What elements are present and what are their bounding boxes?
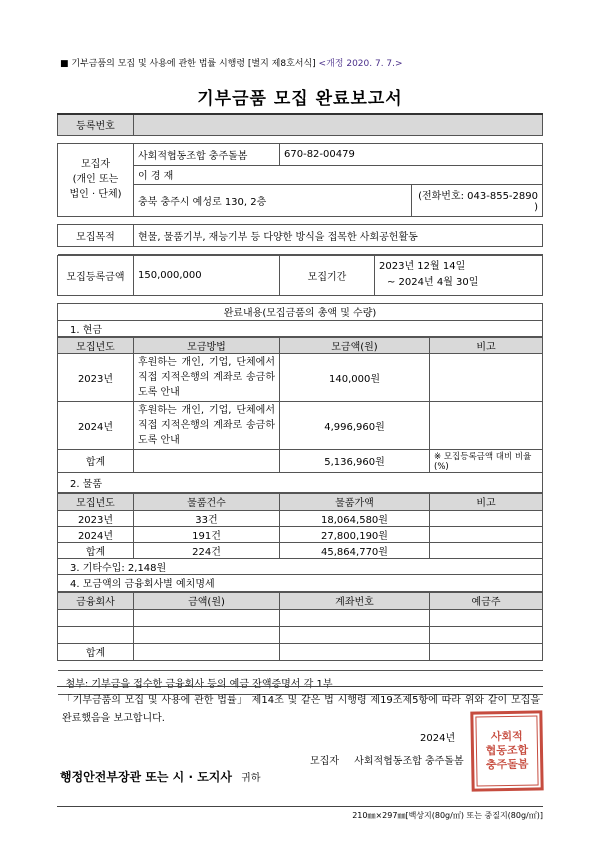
cash-header-amount: 모금액(원) [280, 337, 430, 353]
statement-text: 「기부금품의 모집 및 사용에 관한 법률」 제14조 및 같은 법 시행령 제19조제5항에 따라 위와 같이 모집을 완료했음을 보고합니다. [62, 695, 540, 724]
empty-cell [280, 609, 430, 626]
table-row [58, 449, 543, 472]
empty-cell [430, 626, 543, 643]
empty-cell [430, 609, 543, 626]
goods-header-note: 비고 [430, 493, 543, 510]
cash-method: 후원하는 개인, 기업, 단체에서 직접 지적은행의 계좌로 송금하도록 안내 [134, 353, 280, 401]
cash-table [57, 337, 543, 493]
table-row [58, 626, 543, 643]
empty-cell [280, 643, 430, 660]
empty-cell [430, 643, 543, 660]
cash-method: 후원하는 개인, 기업, 단체에서 직접 지적은행의 계좌로 송금하도록 안내 [134, 401, 280, 449]
goods-total-count: 224건 [134, 542, 280, 558]
table-row [58, 353, 543, 401]
cash-amount: 4,996,960원 [280, 401, 430, 449]
cash-amount: 140,000원 [280, 353, 430, 401]
addressee-suffix: 귀하 [241, 773, 261, 784]
cash-total-note: ※ 모집등록금액 대비 비율(%) [430, 449, 543, 472]
signer-label: 모집자 [310, 756, 339, 767]
period-label: 모집기간 [280, 255, 375, 295]
table-row [58, 643, 543, 660]
goods-total-label: 합계 [58, 542, 134, 558]
recruiter-person: 이 경 재 [134, 165, 543, 184]
goods-count: 191건 [134, 526, 280, 542]
seal-text: 협동조합 [485, 743, 529, 758]
signer-line [310, 752, 464, 767]
signer-name: 사회적협동조합 충주돌봄 [354, 756, 464, 767]
goods-note [430, 510, 543, 526]
seal-text: 사회적 [490, 729, 523, 744]
registration-label: 등록번호 [58, 114, 134, 135]
deposit-total-label: 합계 [58, 643, 134, 660]
cash-year: 2023년 [58, 353, 134, 401]
seal-text: 충주돌봄 [485, 757, 529, 772]
deposit-header-amount: 금액(원) [134, 592, 280, 609]
registration-value[interactable] [134, 114, 543, 135]
official-seal-stamp [470, 710, 543, 791]
deposit-header-bank: 금융회사 [58, 592, 134, 609]
spacer [58, 246, 543, 254]
revision-date: <개정 2020. 7. 7.> [318, 59, 403, 69]
completion-title: 완료내용(모집금품의 총액 및 수량) [58, 303, 543, 320]
attachment-note: 첨부: 기부금을 접수한 금융회사 등의 예금 잔액증명서 각 1부 [58, 670, 543, 694]
table-row [58, 526, 543, 542]
recruiter-phone: (전화번호: 043-855-2890 ) [411, 184, 543, 216]
cash-total-amount: 5,136,960원 [280, 449, 430, 472]
deposit-header-account: 계좌번호 [280, 592, 430, 609]
deposit-section-title: 4. 모금액의 금융회사별 예치명세 [58, 574, 543, 591]
deposit-header-holder: 예금주 [430, 592, 543, 609]
recruiter-reg-no: 670-82-00479 [280, 143, 543, 165]
page-title: 기부금품 모집 완료보고서 [197, 89, 403, 109]
cash-header-note: 비고 [430, 337, 543, 353]
cash-header-year: 모집년도 [58, 337, 134, 353]
deposit-table [57, 592, 543, 695]
goods-header-year: 모집년도 [58, 493, 134, 510]
table-row [58, 609, 543, 626]
spacer [58, 216, 543, 224]
empty-cell [58, 609, 134, 626]
goods-table [57, 493, 543, 592]
cash-section-title: 1. 현금 [58, 320, 543, 336]
cash-note [430, 401, 543, 449]
purpose-label: 모집목적 [58, 224, 134, 246]
form-legal-reference: ■ 기부금품의 모집 및 사용에 관한 법률 시행령 [별지 제8호서식] [60, 59, 316, 69]
empty-cell [58, 626, 134, 643]
recruiter-address: 충북 충주시 예성로 130, 2층 [134, 184, 412, 216]
cash-total-label: 합계 [58, 449, 134, 472]
table-row [58, 510, 543, 526]
statement-divider [57, 686, 543, 687]
empty-cell [134, 626, 280, 643]
bottom-rule [57, 806, 543, 807]
addressee-main: 행정안전부장관 또는 시 · 도지사 [60, 770, 232, 784]
period-value [375, 255, 543, 295]
goods-year: 2024년 [58, 526, 134, 542]
table-row [58, 542, 543, 558]
amount-value: 150,000,000 [134, 255, 280, 295]
cash-note [430, 353, 543, 401]
form-header-note [60, 56, 403, 69]
empty-cell [280, 626, 430, 643]
period-end: ~ 2024년 4월 30일 [387, 277, 479, 288]
cash-year: 2024년 [58, 401, 134, 449]
goods-header-count: 물품건수 [134, 493, 280, 510]
report-date: 2024년 [420, 733, 456, 744]
empty-cell [134, 609, 280, 626]
goods-value: 27,800,190원 [280, 526, 430, 542]
goods-section-title: 2. 물품 [58, 472, 543, 492]
paper-spec: 210㎜×297㎜[백상지(80g/㎡) 또는 중질지(80g/㎡)] [352, 811, 543, 820]
spacer [58, 295, 543, 303]
amount-period-table [57, 255, 543, 337]
table-row [58, 401, 543, 449]
recruiter-label: 모집자 (개인 또는 법인 · 단체) [58, 143, 134, 216]
goods-header-value: 물품가액 [280, 493, 430, 510]
report-form [57, 113, 543, 695]
purpose-value: 현물, 물품기부, 재능기부 등 다양한 방식을 접목한 사회공헌활동 [134, 224, 543, 246]
recruiter-org-name: 사회적협동조합 충주돌봄 [134, 143, 280, 165]
goods-note [430, 526, 543, 542]
goods-year: 2023년 [58, 510, 134, 526]
period-start: 2023년 12월 14일 [379, 261, 466, 272]
amount-label: 모집등록금액 [58, 255, 134, 295]
goods-count: 33건 [134, 510, 280, 526]
registration-table [57, 113, 543, 255]
goods-total-value: 45,864,770원 [280, 542, 430, 558]
addressee [60, 768, 260, 785]
goods-value: 18,064,580원 [280, 510, 430, 526]
cash-header-method: 모금방법 [134, 337, 280, 353]
empty-cell [134, 449, 280, 472]
spacer [58, 660, 543, 670]
spacer [58, 135, 543, 143]
goods-note [430, 542, 543, 558]
other-income: 3. 기타수입: 2,148원 [58, 558, 543, 574]
empty-cell [134, 643, 280, 660]
